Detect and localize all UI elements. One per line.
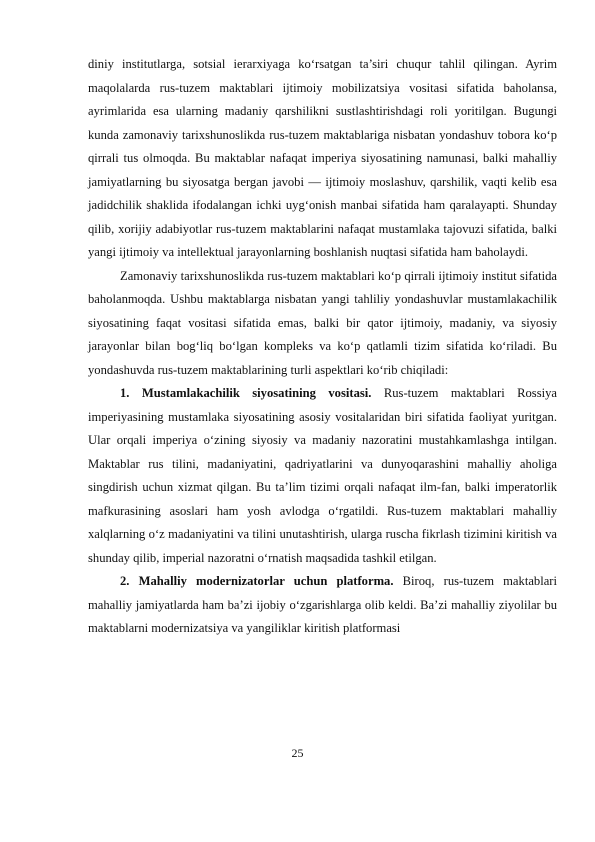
paragraph-1-text: diniy institutlarga, sotsial ierarxiyaga ko‘rsatgan ta’siri chuqur tahlil qilingan. Ayrim maqolalarda rus-tuzem maktablari ijtimoiy mobilizatsiya vositasi sifatida baholansa, ayrimlarida esa ularning madaniy qarshilikni sustlashtirishdagi roli yoritilgan. Bugungi kunda zamonaviy tarixshunoslikda rus-tuzem maktablariga nisbatan yondashuv tobora ko‘p qirrali tus olmoqda. Bu maktablar nafaqat imperiya siyosatining namunasi, balki mahalliy jamiyatlarning bu siyosatga bergan javobi — ijtimoiy moslashuv, qarshilik, vaqti kelib esa jadidchilik shaklida ifodalangan ichki uyg‘onish manbai sifatida ham qaralayapti. Shunday qilib, xorijiy adabiyotlar rus-tuzem maktablarini nafaqat mustamlaka tajovuzi sifatida, balki yangi ijtimoiy va intellektual jarayonlarning boshlanish nuqtasi sifatida ham baholaydi. (88, 57, 557, 259)
document-page (88, 53, 557, 641)
paragraph-4-text: Biroq, rus-tuzem maktablari mahalliy jamiyatlarda ham ba’zi ijobiy o‘zgarishlarga olib keldi. Ba’zi mahalliy ziyolilar bu maktablarni modernizatsiya va yangiliklar kiritish platformasi (88, 574, 557, 635)
paragraph-4 (88, 570, 557, 641)
paragraph-2 (88, 265, 557, 383)
page-number: 25 (291, 746, 304, 760)
paragraph-3-bold-lead: 1. Mustamlakachilik siyosatining vositasi. (120, 386, 372, 400)
paragraph-1 (88, 53, 557, 265)
paragraph-3 (88, 382, 557, 570)
paragraph-3-text: Rus-tuzem maktablari Rossiya imperiyasining mustamlaka siyosatining asosiy vositalaridan biri sifatida faoliyat yuritgan. Ular orqali imperiya o‘zining siyosiy va madaniy nazoratini mustahkamlashga intilgan. Maktablar rus tilini, madaniyatini, qadriyatlarini va dunyoqarashini mahalliy aholiga singdirish uchun xizmat qilgan. Bu ta’lim tizimi orqali nafaqat ilm-fan, balki imperatorlik mafkurasining asoslari ham yosh avlodga o‘rgatildi. Rus-tuzem maktablari mahalliy xalqlarning o‘z madaniyatini va tilini unutashtirish, ularga ruscha fikrlash tizimini kiritish va shunday qilib, imperial nazoratni o‘rnatish maqsadida tashkil etilgan. (88, 386, 557, 565)
paragraph-4-bold-lead: 2. Mahalliy modernizatorlar uchun platforma. (120, 574, 394, 588)
paragraph-2-text: Zamonaviy tarixshunoslikda rus-tuzem maktablari ko‘p qirrali ijtimoiy institut sifatida baholanmoqda. Ushbu maktablarga nisbatan yangi tahliliy yondashuvlar mustamlakachilik siyosatining faqat vositasi sifatida emas, balki bir qator ijtimoiy, madaniy, va siyosiy jarayonlar bilan bog‘liq bo‘lgan kompleks va ko‘p qatlamli tizim sifatida ko‘riladi. Bu yondashuvda rus-tuzem maktablarining turli aspektlari ko‘rib chiqiladi: (88, 268, 557, 377)
